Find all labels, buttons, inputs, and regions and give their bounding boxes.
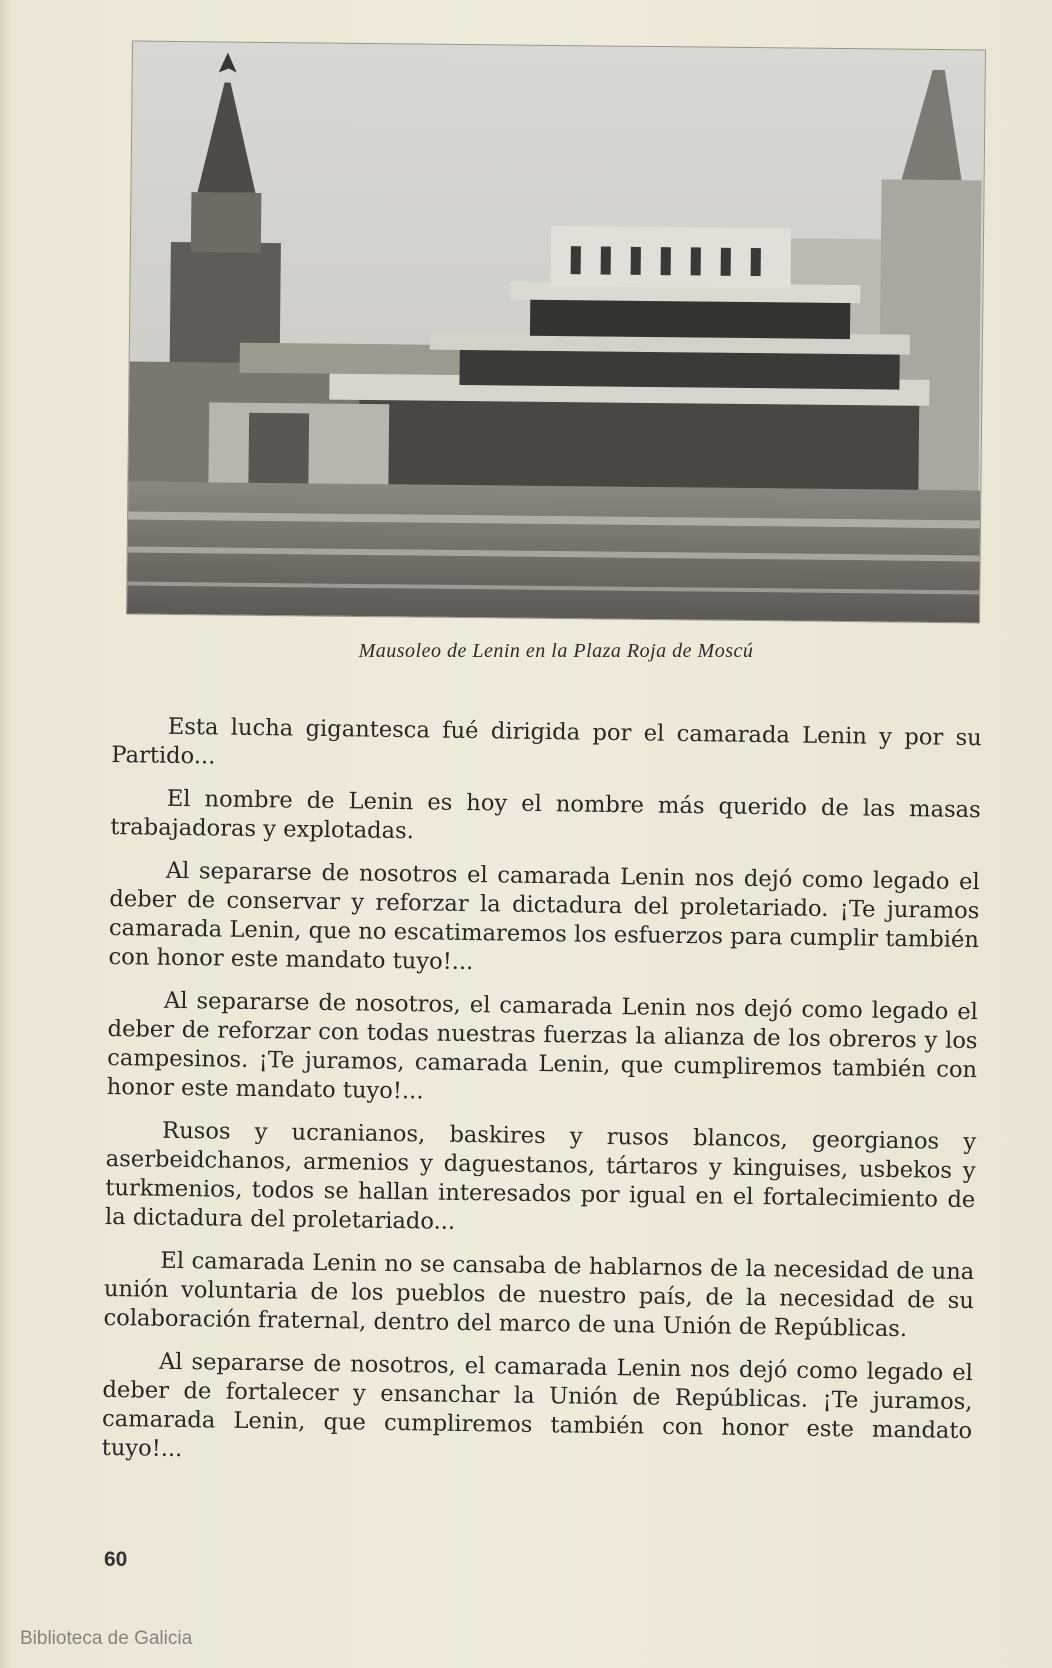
body-text xyxy=(101,712,982,1489)
paragraph: Esta lucha gigantesca fué dirigida por el camarada Lenin y por su Partido... xyxy=(111,713,982,770)
paragraph: El camarada Lenin no se cansaba de hablarnos de la necesidad de una unión voluntaria de los pueblos de nuestro país, de la necesidad de su colaboración fraternal, dentro del marco de una Unión de Repúblicas. xyxy=(103,1247,975,1343)
figure-caption: Mausoleo de Lenin en la Plaza Roja de Moscú xyxy=(358,640,754,662)
page-number: 60 xyxy=(104,1548,128,1571)
mausoleum-illustration xyxy=(127,42,985,623)
paragraph: Al separarse de nosotros el camarada Lenin nos dejó como legado el deber de conservar y reforzar la dictadura del proletariado. ¡Te juramos camarada Lenin, que no escatimaremos los esfuerzos para cumplir también con honor este mandato tuyo!... xyxy=(108,857,980,976)
library-watermark: Biblioteca de Galicia xyxy=(20,1628,193,1649)
mausoleum-photo xyxy=(127,42,985,623)
paragraph: El nombre de Lenin es hoy el nombre más querido de las masas trabajadoras y explotadas. xyxy=(110,785,981,845)
paragraph: Al separarse de nosotros, el camarada Lenin nos dejó como legado el deber de fortalecer y ensanchar la Unión de Repúblicas. ¡Te juramos, camarada Lenin, que cumpliremos también con honor este mandato tuyo!... xyxy=(101,1348,974,1463)
paragraph: Rusos y ucranianos, baskires y rusos blancos, georgianos y aserbeidchanos, armenios y daguestanos, tártaros y kinguises, usbekos y turkmenios, todos se hallan interesados por igual en el fortalecimiento de la dictadura del proletariado... xyxy=(104,1117,977,1235)
paragraph: Al separarse de nosotros, el camarada Lenin nos dejó como legado el deber de reforzar con todas nuestras fuerzas la alianza de los obreros y los campesinos. ¡Te juramos, camarada Lenin, que cumpliremos también con honor este mandato tuyo!... xyxy=(106,987,979,1105)
